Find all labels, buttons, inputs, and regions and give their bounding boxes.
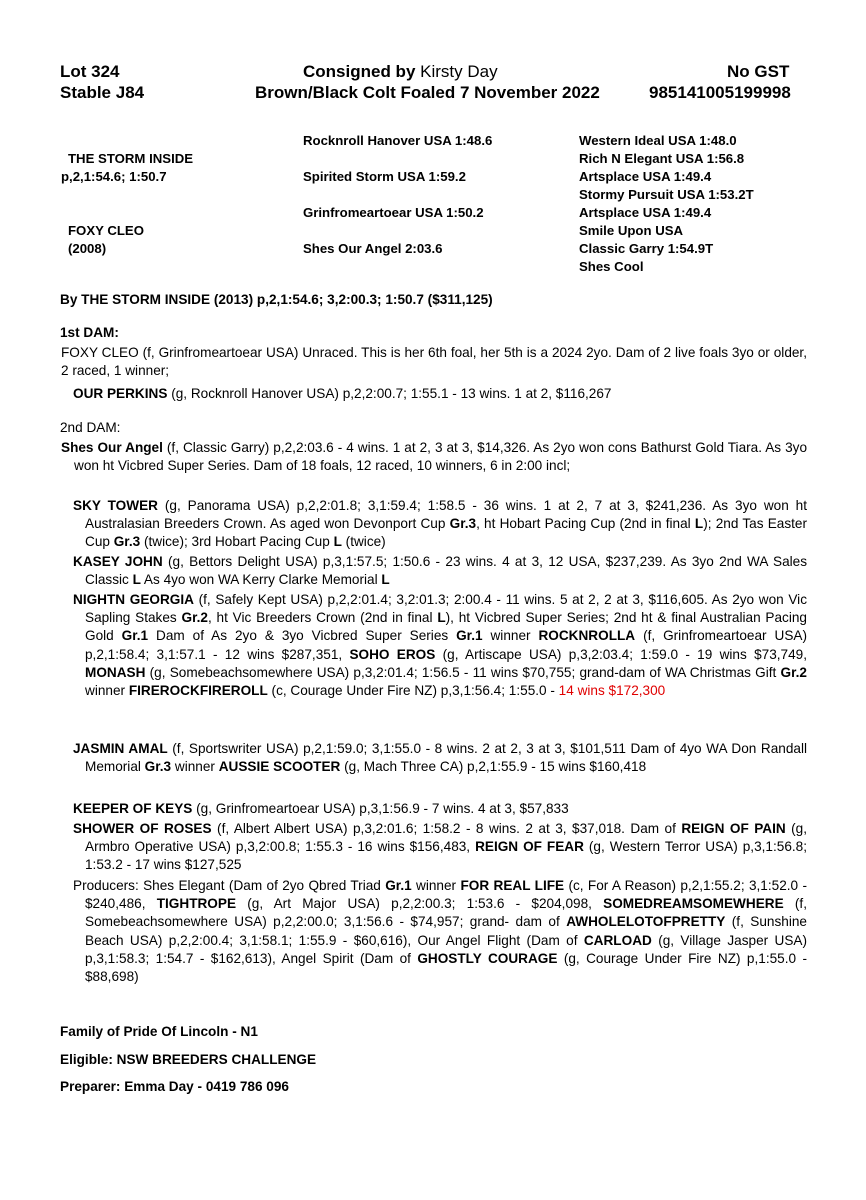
family-line: Family of Pride Of Lincoln - N1 xyxy=(60,1024,258,1039)
pedigree-gen3-6: Smile Upon USA xyxy=(579,223,684,238)
offspring-name: SOHO EROS xyxy=(349,646,436,662)
stable-number: Stable J84 xyxy=(60,83,145,102)
pedigree-dam-dam: Shes Our Angel 2:03.6 xyxy=(303,241,443,256)
progeny-name: KASEY JOHN xyxy=(73,554,163,569)
race-grade: Gr.1 xyxy=(456,628,483,644)
pedigree-dam: FOXY CLEO xyxy=(68,223,144,238)
progeny-sky-tower xyxy=(73,497,807,552)
eligible-line: Eligible: NSW BREEDERS CHALLENGE xyxy=(60,1052,317,1067)
second-dam-heading: 2nd DAM: xyxy=(60,420,121,435)
producers-text: Producers: Shes Elegant (Dam of 2yo Qbred Triad xyxy=(73,878,386,893)
progeny-details: (f, Safely Kept USA) p,2,2:01.4; 3,2:01.3; 2:00.4 - 11 wins. 5 at 2, 2 at 3, $116,605. As 2yo won Vic Sapling Stakes xyxy=(85,592,807,626)
second-dam-entry xyxy=(61,439,807,475)
progeny-details: (g, Artiscape USA) p,3,2:03.4; 1:59.0 - 19 wins $73,749, xyxy=(435,646,807,662)
pedigree-sire-record: p,2,1:54.6; 1:50.7 xyxy=(61,169,167,184)
progeny-details: ), ht Vicbred Super Series; 2nd ht & final Australian Pacing Gold xyxy=(85,610,807,644)
progeny-details: (g, Mach Three CA) p,2,1:55.9 - 15 wins $160,418 xyxy=(340,759,647,775)
progeny-details: (f, Albert Albert USA) p,3,2:01.6; 1:58.2 - 8 wins. 2 at 3, $37,018. Dam of xyxy=(217,821,682,836)
progeny-kasey-john xyxy=(73,553,807,589)
pedigree-gen3-1: Western Ideal USA 1:48.0 xyxy=(579,133,737,148)
consigned-line xyxy=(303,62,498,82)
progeny-name: SHOWER OF ROSES xyxy=(73,821,212,836)
offspring-name: FIREROCKFIREROLL xyxy=(128,683,268,699)
highlighted-earnings: 14 wins $172,300 xyxy=(558,683,666,699)
offspring-name: TIGHTROPE xyxy=(156,896,237,912)
offspring-name: MONASH xyxy=(85,664,146,680)
race-grade: Gr.1 xyxy=(385,878,412,893)
preparer-line: Preparer: Emma Day - 0419 786 096 xyxy=(60,1079,289,1094)
first-dam-heading: 1st DAM: xyxy=(60,325,119,340)
race-grade: Gr.3 xyxy=(144,759,172,775)
progeny-details: , ht Vic Breeders Crown (2nd in final xyxy=(207,610,438,626)
progeny-details: (g, Armbro Operative USA) p,3,2:00.8; 1:55.3 - 16 wins $156,483, xyxy=(85,821,808,855)
progeny-details: Dam of As 2yo & 3yo Vicbred Super Series xyxy=(148,628,457,644)
progeny-nightn-georgia xyxy=(73,591,807,700)
progeny-details: (c, Courage Under Fire NZ) p,3,1:56.4; 1:55.0 - xyxy=(267,683,559,699)
race-grade: Gr.2 xyxy=(780,664,807,680)
first-dam-text xyxy=(61,344,807,380)
pedigree-sire: THE STORM INSIDE xyxy=(68,151,194,166)
pedigree-gen3-7: Classic Garry 1:54.9T xyxy=(579,241,714,256)
producers-text: (g, Art Major USA) p,2,2:00.3; 1:53.6 - $204,098, xyxy=(236,896,604,912)
lot-number: Lot 324 xyxy=(60,62,120,81)
race-grade: Gr.3 xyxy=(449,516,477,532)
progeny-details: (g, Western Terror USA) p,3,1:56.8; 1:53.2 - 17 wins $127,525 xyxy=(85,839,807,873)
offspring-name: FOR REAL LIFE xyxy=(460,878,565,893)
first-dam-progeny xyxy=(73,385,813,403)
race-grade: L xyxy=(437,610,446,626)
progeny-details: winner xyxy=(171,759,219,775)
progeny-name: NIGHTN GEORGIA xyxy=(73,592,194,607)
pedigree-dam-year: (2008) xyxy=(68,241,107,256)
progeny-details: (g, Somebeachsomewhere USA) p,3,2:01.4; 1:56.5 - 11 wins $70,755; grand-dam of WA Christmas Gift xyxy=(145,664,781,680)
pedigree-dam-sire: Grinfromeartoear USA 1:50.2 xyxy=(303,205,484,220)
gst-status: No GST xyxy=(727,62,790,81)
progeny-details: (g, Rocknroll Hanover USA) p,2,2:00.7; 1:55.1 - 13 wins. 1 at 2, $116,267 xyxy=(171,386,612,401)
offspring-name: REIGN OF PAIN xyxy=(681,821,786,836)
microchip-number: 985141005199998 xyxy=(649,83,791,102)
progeny-name: KEEPER OF KEYS xyxy=(73,801,193,816)
progeny-jasmin-amal xyxy=(73,740,807,776)
race-grade: L xyxy=(694,516,704,532)
offspring-name: AUSSIE SCOOTER xyxy=(218,759,341,775)
progeny-details: (f, Sportswriter USA) p,2,1:59.0; 3,1:55.0 - 8 wins. 2 at 2, 3 at 3, $101,511 Dam of 4yo WA Don Randall Memorial xyxy=(85,741,807,775)
progeny-name: SKY TOWER xyxy=(73,498,158,513)
race-grade: L xyxy=(333,534,342,550)
progeny-details: As 4yo won WA Kerry Clarke Memorial xyxy=(140,572,382,588)
pedigree-gen3-2: Rich N Elegant USA 1:56.8 xyxy=(579,151,745,166)
race-grade: Gr.1 xyxy=(121,628,149,644)
pedigree-gen3-5: Artsplace USA 1:49.4 xyxy=(579,205,712,220)
second-dam-details: (f, Classic Garry) p,2,2:03.6 - 4 wins. 1 at 2, 3 at 3, $14,326. As 2yo won cons Bathurst Gold Tiara. As 3yo won ht Vicbred Super Series. Dam of 18 foals, 12 raced, 10 winners, 6 in 2:00 incl; xyxy=(74,440,808,474)
progeny-name: JASMIN AMAL xyxy=(73,741,168,756)
producers-paragraph xyxy=(73,877,807,986)
producers-text: (f, Somebeachsomewhere USA) p,2,2:00.0; 3,1:56.6 - $74,957; grand- dam of xyxy=(85,896,807,930)
offspring-name: REIGN OF FEAR xyxy=(475,839,584,855)
progeny-details: ); 2nd Tas Easter Cup xyxy=(85,516,807,550)
offspring-name: GHOSTLY COURAGE xyxy=(417,950,558,966)
first-dam-description: FOXY CLEO (f, Grinfromeartoear USA) Unraced. This is her 6th foal, her 5th is a 2024 2yo. Dam of 2 live foals 3yo or older, 2 raced, 1 winner; xyxy=(61,345,807,379)
consignor-name: Kirsty Day xyxy=(420,62,498,81)
progeny-details: (f, Grinfromeartoear USA) p,2,1:58.4; 3,1:57.1 - 12 wins $287,351, xyxy=(85,628,807,662)
producers-text: winner xyxy=(411,878,461,893)
producers-text: (f, Sunshine Beach USA) p,2,2:00.4; 3,1:58.1; 1:55.9 - $60,616), Our Angel Flight (Dam of xyxy=(85,914,807,948)
race-grade: Gr.3 xyxy=(113,534,141,550)
progeny-details: , ht Hobart Pacing Cup (2nd in final xyxy=(476,516,695,532)
offspring-name: ROCKNROLLA xyxy=(538,628,636,644)
progeny-details: (twice); 3rd Hobart Pacing Cup xyxy=(140,534,334,550)
race-grade: Gr.2 xyxy=(181,610,208,626)
pedigree-gen3-8: Shes Cool xyxy=(579,259,644,274)
horse-description: Brown/Black Colt Foaled 7 November 2022 xyxy=(255,83,600,102)
progeny-details: (g, Grinfromeartoear USA) p,3,1:56.9 - 7 wins. 4 at 3, $57,833 xyxy=(196,801,569,816)
producers-text: (c, For A Reason) p,2,1:55.2; 3,1:52.0 - $240,486, xyxy=(85,878,807,912)
race-grade: L xyxy=(381,572,390,588)
consigned-prefix: Consigned by xyxy=(303,62,416,81)
progeny-keeper-of-keys xyxy=(73,800,807,818)
race-grade: L xyxy=(132,572,141,588)
offspring-name: CARLOAD xyxy=(583,932,652,948)
second-dam-name: Shes Our Angel xyxy=(61,440,163,455)
progeny-shower-of-roses xyxy=(73,820,807,875)
progeny-details: (g, Bettors Delight USA) p,3,1:57.5; 1:50.6 - 23 wins. 4 at 3, 12 USA, $237,239. As 3yo 2nd WA Sales Classic xyxy=(85,554,808,588)
pedigree-gen3-4: Stormy Pursuit USA 1:53.2T xyxy=(579,187,754,202)
progeny-details: winner xyxy=(482,628,539,644)
pedigree-sire-sire: Rocknroll Hanover USA 1:48.6 xyxy=(303,133,493,148)
producers-text: (g, Courage Under Fire NZ) p,1:55.0 - $88,698) xyxy=(85,950,807,985)
pedigree-sire-dam: Spirited Storm USA 1:59.2 xyxy=(303,169,466,184)
offspring-name: SOMEDREAMSOMEWHERE xyxy=(603,896,784,912)
progeny-details: (g, Panorama USA) p,2,2:01.8; 3,1:59.4; 1:58.5 - 36 wins. 1 at 2, 7 at 3, $241,236. As 3yo won ht Australasian Breeders Crown. As aged won Devonport Cup xyxy=(85,498,808,532)
pedigree-gen3-3: Artsplace USA 1:49.4 xyxy=(579,169,712,184)
sire-by-line: By THE STORM INSIDE (2013) p,2,1:54.6; 3,2:00.3; 1:50.7 ($311,125) xyxy=(60,292,493,307)
progeny-name: OUR PERKINS xyxy=(73,386,168,401)
progeny-details: winner xyxy=(85,683,129,699)
progeny-details: (twice) xyxy=(341,534,386,550)
producers-text: (g, Village Jasper USA) p,3,1:58.3; 1:54.7 - $162,613), Angel Spirit (Dam of xyxy=(85,932,808,966)
offspring-name: AWHOLELOTOFPRETTY xyxy=(566,914,726,930)
